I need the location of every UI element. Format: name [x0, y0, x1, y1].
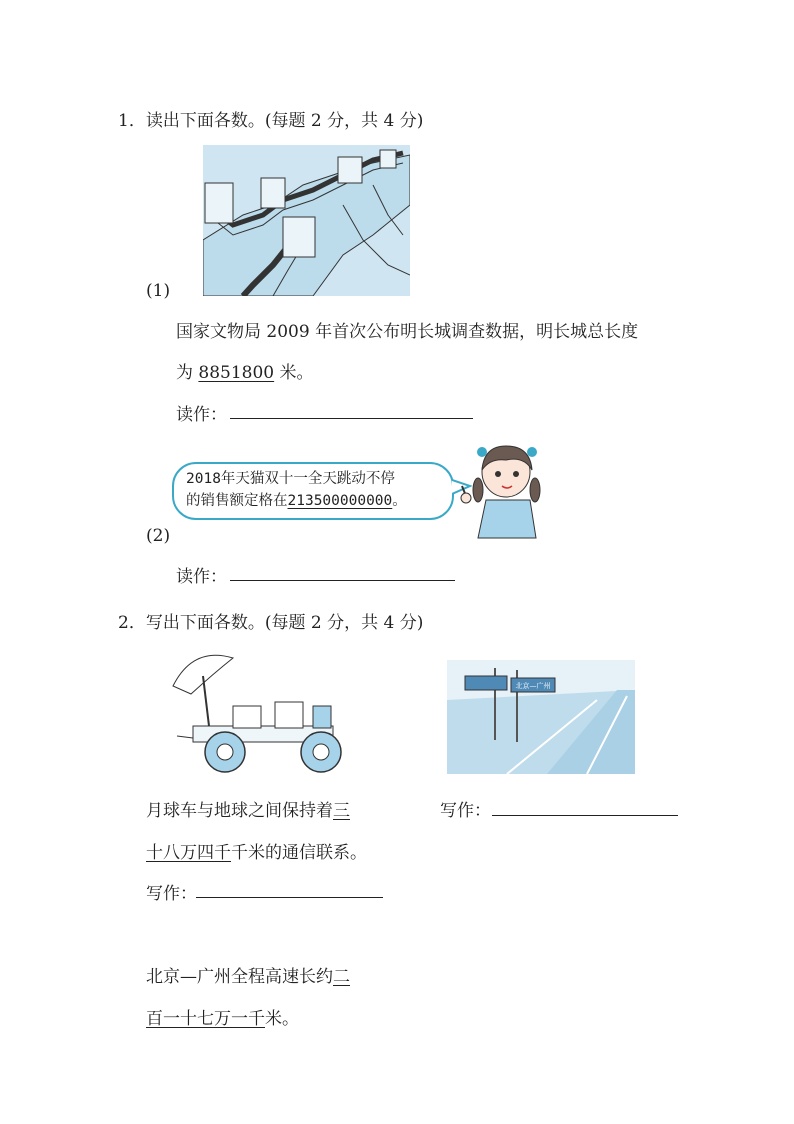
question-1-part-1-answer-line[interactable]: [230, 418, 473, 419]
question-1-part-2-answer-label: 读作：: [176, 567, 227, 587]
road-sign-text: 北京—广州: [515, 682, 551, 690]
question-2-part-2-answer-line[interactable]: [492, 815, 678, 816]
bubble-line-1: 2018年天猫双十一全天跳动不停: [186, 471, 395, 487]
question-2-part-1-text-line-2: 十八万四千千米的通信联系。: [146, 843, 367, 863]
question-1-part-2-number: (2): [146, 526, 171, 546]
underlined-number-start-2: 二: [333, 967, 350, 987]
question-2-part-2-text-line-2: 百一十七万一千米。: [146, 1009, 299, 1029]
question-1-part-1-number: (1): [146, 281, 171, 301]
question-2-part-1-answer-line[interactable]: [196, 897, 383, 898]
underlined-number-start: 三: [333, 801, 350, 821]
question-2-part-1-text-line-1: 月球车与地球之间保持着三: [146, 801, 350, 821]
question-2-heading: 2．写出下面各数。(每题 2 分，共 4 分): [118, 613, 424, 633]
question-2-part-2-text-line-1: 北京—广州全程高速长约二: [146, 967, 350, 987]
lunar-rover-image: [163, 646, 358, 774]
question-1-part-1-text-line-1: 国家文物局 2009 年首次公布明长城调查数据，明长城总长度: [176, 322, 639, 342]
question-1-heading: 1．读出下面各数。(每题 2 分，共 4 分): [118, 111, 424, 131]
question-1-part-1-text-line-2: 为 8851800 米。: [176, 363, 314, 383]
question-1-part-2-answer-line[interactable]: [230, 580, 455, 581]
girl-illustration: [458, 440, 548, 540]
number-8851800: 8851800: [198, 363, 275, 383]
question-1-part-1-answer-label: 读作：: [176, 405, 227, 425]
question-2-part-2-answer-label: 写作：: [440, 801, 491, 821]
speech-bubble: [172, 462, 454, 520]
underlined-number-rest: 十八万四千: [146, 843, 231, 863]
great-wall-image: [203, 145, 410, 296]
number-213500000000: 213500000000: [287, 493, 393, 509]
underlined-number-rest-2: 百一十七万一千: [146, 1009, 265, 1029]
highway-image: [447, 660, 635, 774]
question-2-part-1-answer-label: 写作：: [146, 884, 197, 904]
bubble-line-2: 的销售额定格在213500000000。: [186, 493, 407, 509]
